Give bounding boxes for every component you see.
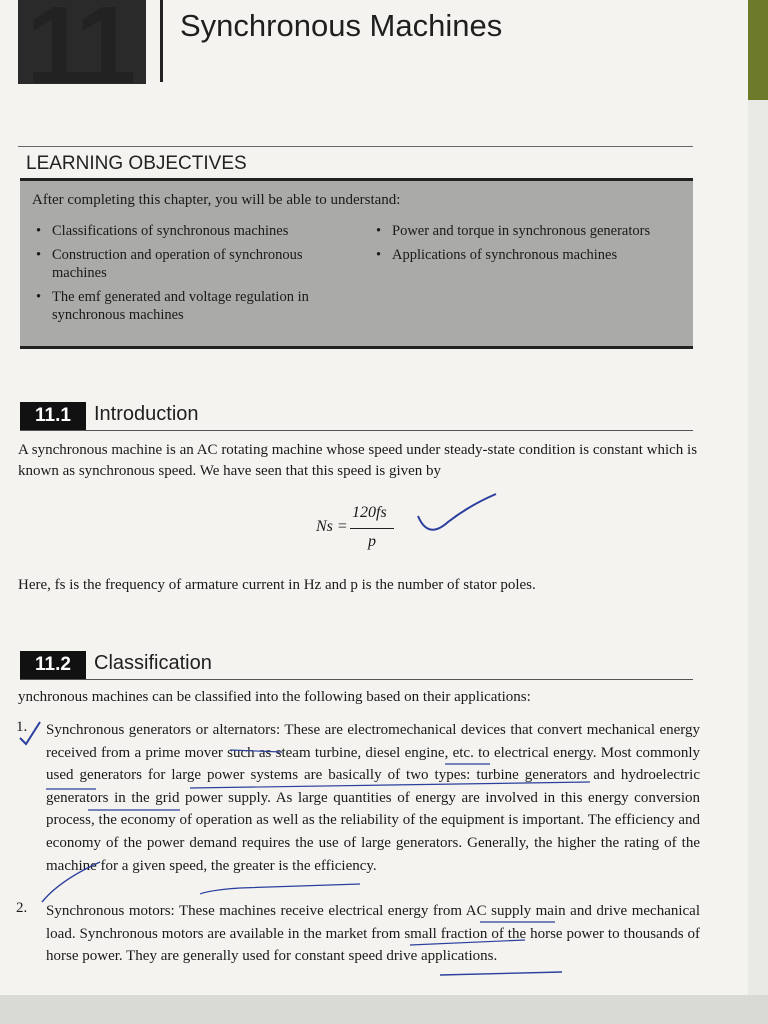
equation-lhs: Ns = xyxy=(316,518,348,535)
list-marker: 2. xyxy=(16,900,28,916)
objective-item: • Applications of synchronous machines xyxy=(370,246,690,264)
equation-denominator: p xyxy=(368,533,376,550)
section-number: 11.1 xyxy=(20,402,86,430)
classification-intro: ynchronous machines can be classified into the following based on their applications: xyxy=(18,689,531,705)
header-rule xyxy=(18,146,693,147)
section-title: Classification xyxy=(94,652,212,674)
objective-item: • Power and torque in synchronous generators xyxy=(370,222,690,240)
objective-item: • Classifications of synchronous machines xyxy=(30,222,350,240)
section-heading-introduction xyxy=(20,402,693,430)
equation-numerator: 120fs xyxy=(352,504,387,521)
synchronous-speed-equation xyxy=(316,504,406,556)
list-item-motors: Synchronous motors: These machines receive electrical energy from AC supply main and drive mechanical load. Synchronous motors are available in the market from small fraction of the horse power to thousands of horse power. They are generally used for constant speed drive applications. xyxy=(46,903,700,965)
chapter-divider xyxy=(160,0,163,82)
section-heading-classification xyxy=(20,651,693,679)
section-number: 11.2 xyxy=(20,651,86,679)
objectives-bottom-rule xyxy=(20,346,693,349)
objective-item: • Construction and operation of synchronous machines xyxy=(30,246,350,282)
objectives-intro: After completing this chapter, you will be able to understand: xyxy=(32,192,401,208)
section-title: Introduction xyxy=(94,403,199,425)
introduction-paragraph: A synchronous machine is an AC rotating machine whose speed under steady-state condition is constant which is known as synchronous speed. We have seen that this speed is given by xyxy=(18,442,698,479)
background-bottom xyxy=(0,995,768,1024)
objectives-list-left xyxy=(30,222,350,330)
objectives-list-right xyxy=(370,222,690,270)
chapter-number: 11 xyxy=(26,0,131,84)
list-marker: 1. xyxy=(16,719,28,735)
list-item-generators: Synchronous generators or alternators: These are electromechanical devices that convert mechanical energy received from a prime mover such as steam turbine, diesel engine, etc. to electrical energy. Most commonly used generators for large power systems are basically of two types: turbine generators and hydroelectric generators in the grid power supply. As large quantities of energy are involved in this energy conversion process, the economy of operation as well as the reliability of the equipment is important. The efficiency and economy of the power demand requires the use of large generators. Generally, the higher the rating of the machine for a given speed, the greater is the efficiency. xyxy=(46,722,700,874)
section-rule xyxy=(20,679,693,680)
chapter-number-block xyxy=(18,0,146,84)
equation-note: Here, fs is the frequency of armature current in Hz and p is the number of stator poles. xyxy=(18,577,536,593)
section-rule xyxy=(20,430,693,431)
objectives-heading: LEARNING OBJECTIVES xyxy=(26,153,247,174)
objective-item: • The emf generated and voltage regulation in synchronous machines xyxy=(30,288,350,324)
chapter-title: Synchronous Machines xyxy=(180,8,503,43)
fraction-bar xyxy=(350,528,394,529)
background-edge xyxy=(748,0,768,100)
